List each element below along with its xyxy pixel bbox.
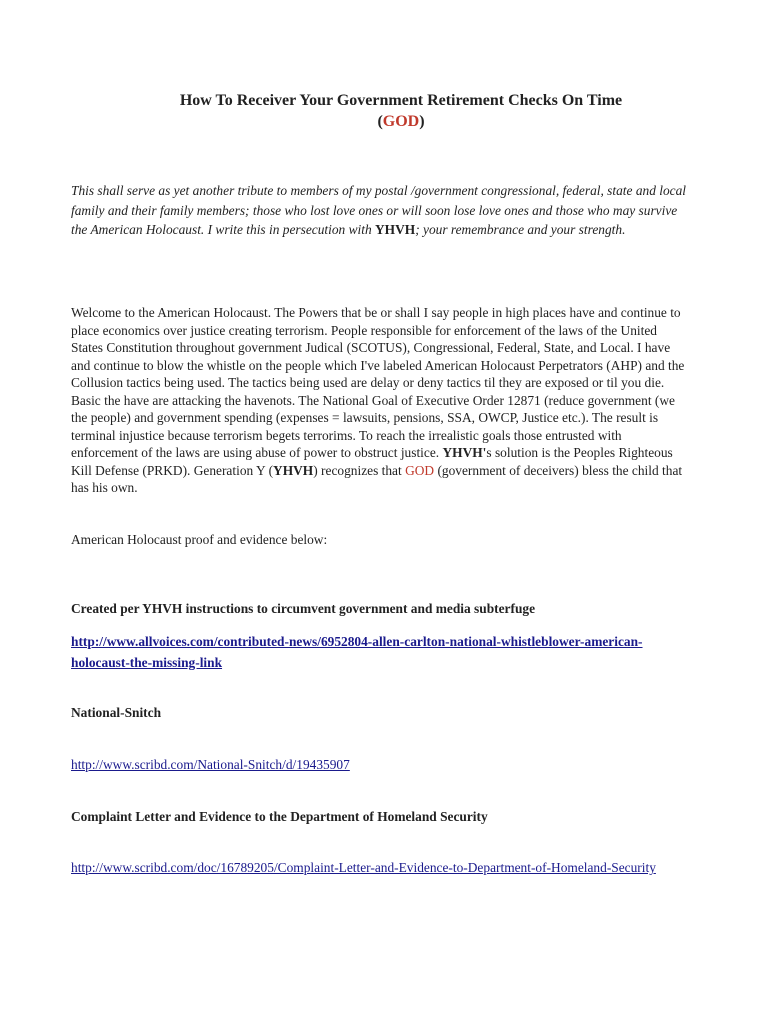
document-title bbox=[71, 90, 731, 132]
intro-text-2: ; your remembrance and your strength. bbox=[415, 222, 626, 238]
body-text-2: s solution is the Peoples Righteous Kill Defense (PRKD). Generation Y ( bbox=[71, 445, 673, 478]
link-allvoices[interactable]: http://www.allvoices.com/contributed-news/6952804-allen-carlton-national-whistleblower-american-holocaust-the-missing-link bbox=[71, 634, 643, 670]
section-heading-3: Complaint Letter and Evidence to the Department of Homeland Security bbox=[71, 809, 488, 824]
body-text-1: Welcome to the American Holocaust. The Powers that be or shall I say people in high places have and continue to place economics over justice creating terrorism. People responsible for enforcement of the laws of the United States Constitution throughout government Judical (SCOTUS), Congressional, Federal, State, and Local. I have and continue to blow the whistle on the people which I've labeled American Holocaust Perpetrators (AHP) and the Collusion tactics being used. The tactics being used are delay or deny tactics til they are exposed or til you die. Basic the have are attacking the havenots. The National Goal of Executive Order 12871 (reduce government (we the people) and government spending (expenses = lawsuits, pensions, SSA, OWCP, Justice etc.). The result is terminal injustice because terrorism begets terrorims. To reach the irrealistic goals those entrusted with enforcement of the laws are using abuse of power to obstruct justice. bbox=[71, 305, 685, 460]
title-god: GOD bbox=[382, 113, 420, 130]
title-close-paren: ) bbox=[419, 113, 425, 130]
link-national-snitch[interactable]: http://www.scribd.com/National-Snitch/d/19435907 bbox=[71, 757, 350, 772]
title-line1: How To Receiver Your Government Retirement Checks On Time bbox=[179, 92, 623, 109]
link-complaint-letter[interactable]: http://www.scribd.com/doc/16789205/Complaint-Letter-and-Evidence-to-Department-of-Homeland-Security bbox=[71, 860, 656, 875]
intro-yhvh: YHVH bbox=[375, 222, 416, 238]
body-god: GOD bbox=[405, 462, 435, 478]
body-text-4: (government of deceivers) bless the child that has his own. bbox=[71, 462, 683, 495]
intro-text-1: This shall serve as yet another tribute to members of my postal /government congressional, federal, state and local family and their family members; those who lost love ones or will soon lose love ones and those who may survive the American Holocaust. I write this in persecution with bbox=[71, 183, 687, 238]
proof-line: American Holocaust proof and evidence below: bbox=[71, 532, 328, 547]
body-yhvh-1: YHVH' bbox=[442, 445, 487, 460]
section-heading-1: Created per YHVH instructions to circumvent government and media subterfuge bbox=[71, 601, 536, 616]
section-heading-2: National-Snitch bbox=[71, 705, 162, 720]
body-yhvh-2: YHVH bbox=[273, 462, 314, 478]
body-text-3: ) recognizes that bbox=[313, 462, 406, 478]
intro-paragraph bbox=[71, 181, 691, 240]
title-open-paren: ( bbox=[377, 113, 383, 130]
body-paragraph bbox=[71, 304, 691, 497]
